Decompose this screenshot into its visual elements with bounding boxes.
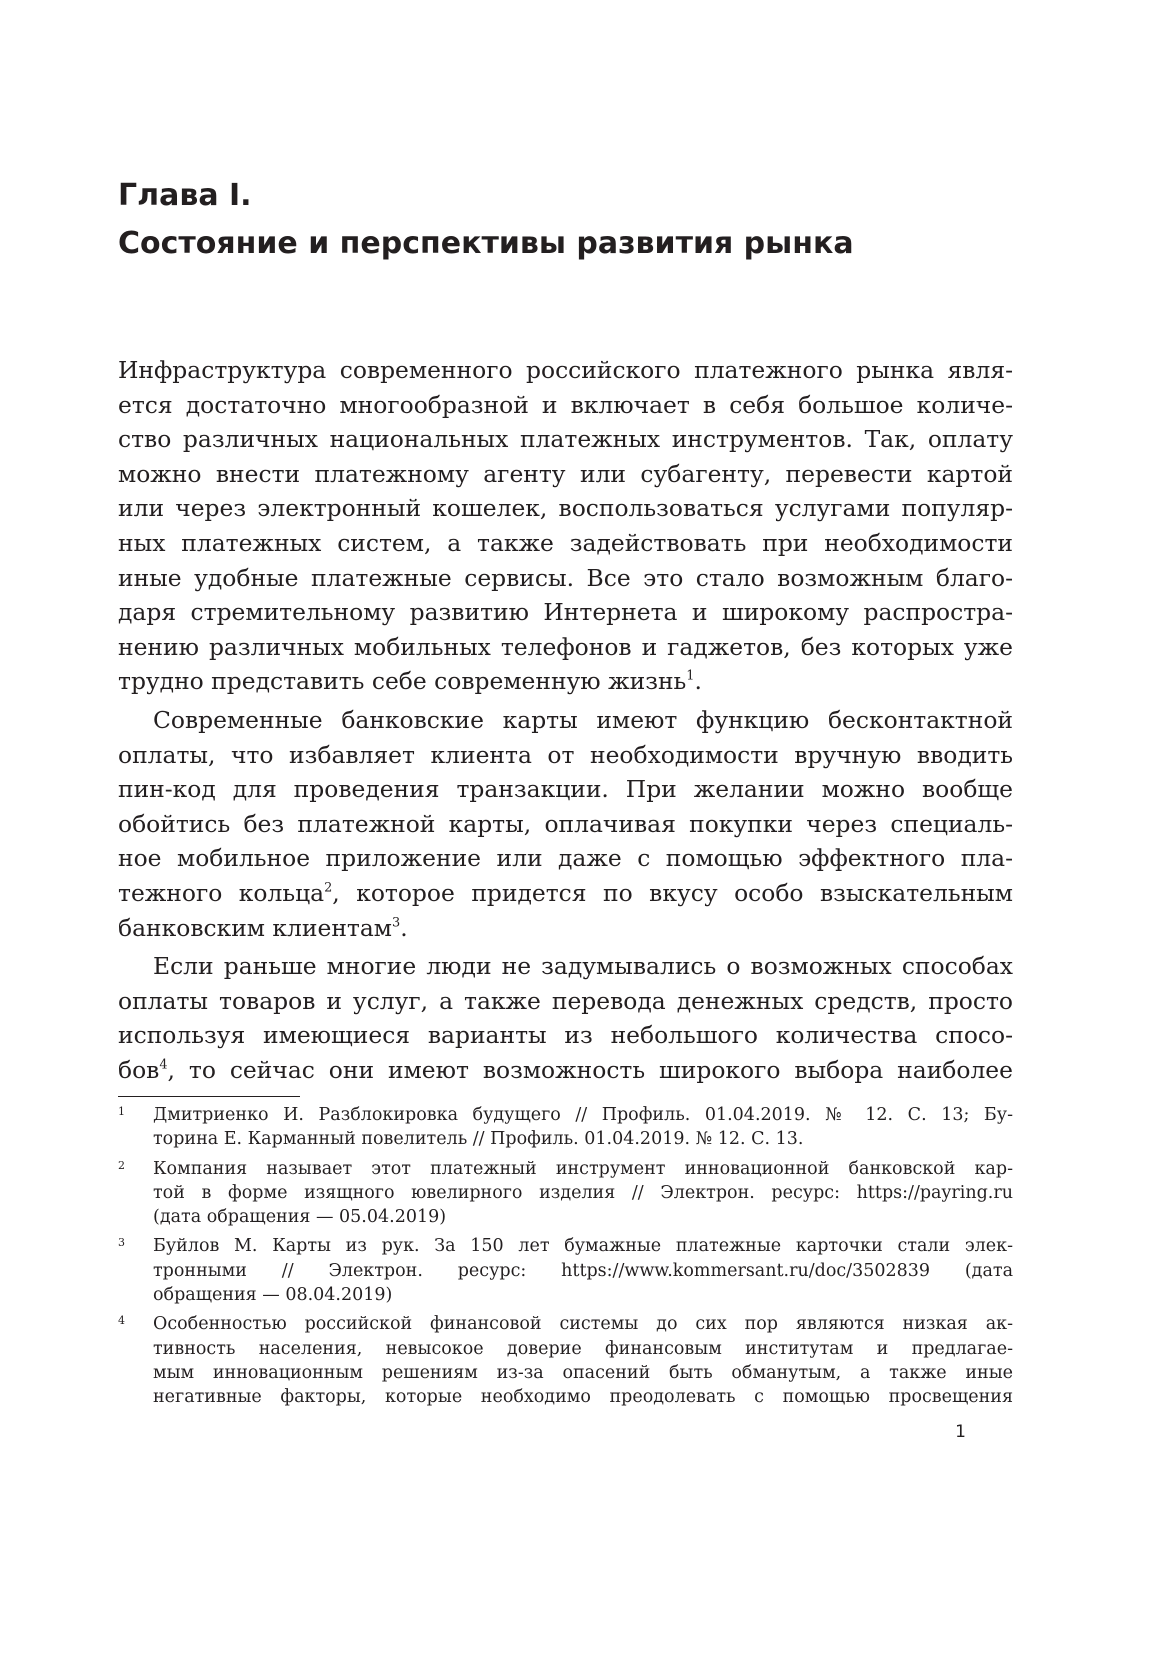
- footnote-line: Компания называет этот платежный инструмент инновационной банковской кар-: [153, 1158, 1013, 1179]
- footnote-1: [118, 1103, 1013, 1152]
- footnote-ref-2[interactable]: 2: [324, 880, 333, 896]
- text-line: обойтись без платежной карты, оплачивая покупки через специаль-: [118, 809, 1013, 838]
- text-line: банковским клиентам$^3$.: [118, 913, 408, 942]
- footnote-line: обращения — 08.04.2019): [153, 1285, 393, 1306]
- text-run: тежного кольца: [118, 878, 325, 907]
- footnote-ref-3[interactable]: 3: [392, 914, 401, 930]
- paragraph-1: [118, 353, 1013, 699]
- text-line: Современные банковские карты имеют функцию бесконтактной: [153, 705, 1013, 734]
- chapter-number: Глава I.: [118, 178, 252, 213]
- footnote-ref-4[interactable]: 4: [159, 1057, 168, 1073]
- text-line: иные удобные платежные сервисы. Все это стало возможным благо-: [118, 563, 1013, 592]
- text-line: [118, 1053, 1013, 1088]
- text-line: ное мобильное приложение или даже с помощью эффектного пла-: [118, 844, 1013, 873]
- footnote-line: тронными // Электрон. ресурс: https://www.kommersant.ru/doc/3502839 (дата: [153, 1260, 1013, 1281]
- footnote-ref-1[interactable]: 1: [686, 668, 695, 684]
- footnote-line: негативные факторы, которые необходимо преодолевать с помощью просвещения: [153, 1387, 1013, 1408]
- footnote-line: тивность населения, невысокое доверие финансовым институтам и предлагае-: [153, 1338, 1013, 1359]
- footnote-number: 4: [118, 1314, 125, 1328]
- text-line: пин-код для проведения транзакции. При желании можно вообще: [118, 775, 1013, 804]
- footnote-line: мым инновационным решениям из-за опасений быть обманутым, а также иные: [153, 1362, 1013, 1383]
- text-line: или через электронный кошелек, воспользоваться услугами популяр-: [118, 494, 1013, 523]
- footnote-number: 1: [118, 1105, 125, 1118]
- text-line: ется достаточно многообразной и включает в себя большое количе-: [118, 390, 1013, 419]
- text-run: , которое придется по вкусу особо взыскательным: [332, 878, 1013, 907]
- text-line: нению различных мобильных телефонов и гаджетов, без которых уже: [118, 632, 1013, 661]
- footnotes: [118, 1103, 1013, 1415]
- text-run: банковским клиентам: [118, 913, 393, 942]
- footnote-2: [118, 1157, 1013, 1230]
- footnote-line: Буйлов М. Карты из рук. За 150 лет бумажные платежные карточки стали элек-: [153, 1236, 1013, 1257]
- text-line: используя имеющиеся варианты из небольшого количества спосо-: [118, 1021, 1013, 1050]
- text-line: Инфраструктура современного российского платежного рынка явля-: [118, 356, 1013, 384]
- text-line: Если раньше многие люди не задумывались о возможных способах: [153, 952, 1013, 981]
- page-number: 1: [955, 1422, 966, 1442]
- text-line: ство различных национальных платежных инструментов. Так, оплату: [118, 425, 1013, 454]
- text-run: трудно представить себе современную жизнь: [118, 667, 687, 696]
- footnote-line: Дмитриенко И. Разблокировка будущего // Профиль. 01.04.2019. № 12. С. 13; Бу-: [153, 1105, 1013, 1125]
- footnote-line: той в форме изящного ювелирного изделия // Электрон. ресурс: https://payring.ru: [153, 1182, 1013, 1203]
- text-line: ных платежных систем, а также задействовать при необходимости: [118, 528, 1013, 557]
- footnote-4: [118, 1312, 1013, 1409]
- footnote-line: торина Е. Карманный повелитель // Профиль. 01.04.2019. № 12. С. 13.: [153, 1129, 804, 1150]
- text-line: можно внести платежному агенту или субагенту, перевести картой: [118, 459, 1013, 488]
- footnote-number: 3: [118, 1236, 125, 1250]
- text-line: даря стремительному развитию Интернета и широкому распростра-: [118, 598, 1013, 627]
- chapter-heading: [118, 172, 854, 268]
- text-line: оплаты товаров и услуг, а также перевода денежных средств, просто: [118, 986, 1013, 1015]
- text-line: [118, 876, 1013, 911]
- footnote-line: (дата обращения — 05.04.2019): [153, 1207, 447, 1228]
- paragraph-3: [118, 949, 1013, 1087]
- chapter-title: Состояние и перспективы развития рынка: [118, 226, 854, 261]
- footnote-line: Особенностью российской финансовой системы до сих пор являются низкая ак-: [153, 1314, 1013, 1335]
- text-run: , то сейчас они имеют возможность широкого выбора наиболее: [167, 1055, 1013, 1084]
- footnote-3: [118, 1234, 1013, 1307]
- body-text: [118, 353, 1013, 1087]
- text-line: оплаты, что избавляет клиента от необходимости вручную вводить: [118, 740, 1013, 769]
- text-line: трудно представить себе современную жизнь$^1$.: [118, 667, 702, 696]
- text-run: бов: [118, 1055, 160, 1084]
- footnote-number: 2: [118, 1158, 125, 1172]
- footnote-divider: [118, 1096, 300, 1097]
- paragraph-2: [118, 703, 1013, 945]
